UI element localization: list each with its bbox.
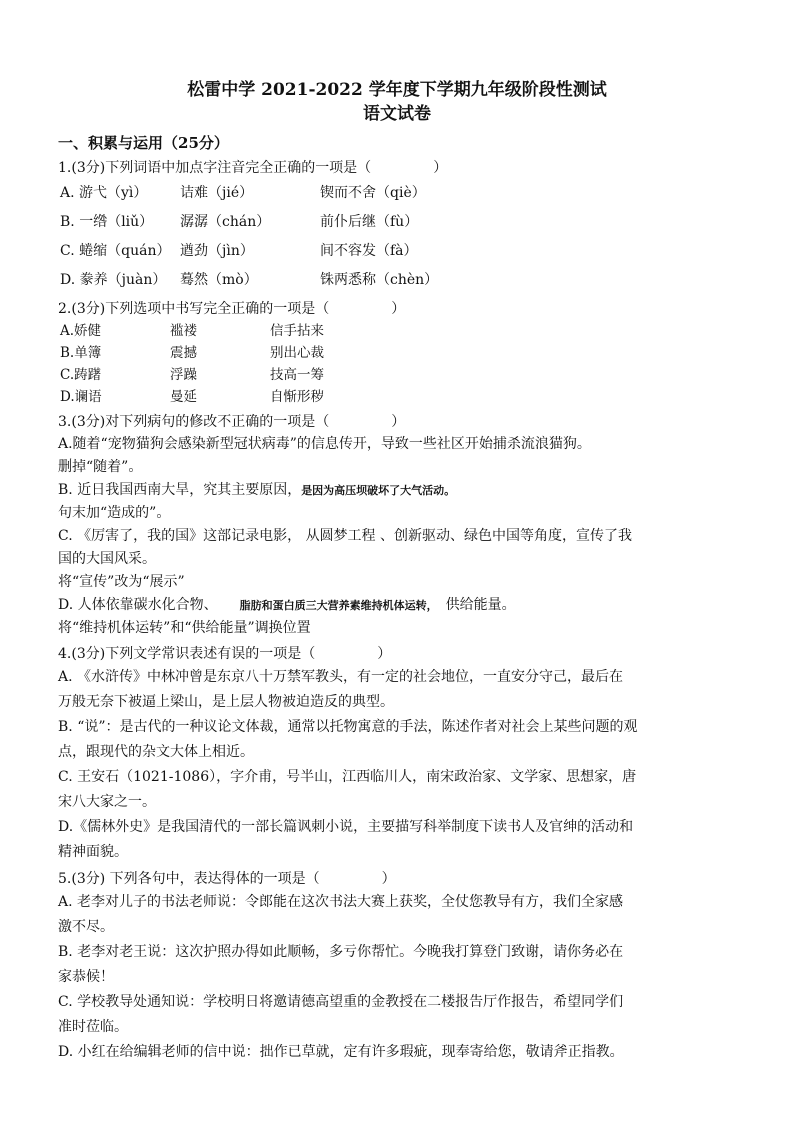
question-stem: 4.(3分)下列文学常识表述有误的一项是（ ） bbox=[58, 646, 392, 662]
option-row: B. 一绺（liǔ） 潺潺（chán） 前仆后继（fù） bbox=[60, 214, 419, 230]
option-d: D. 小红在给编辑老师的信中说：拙作已草就，定有许多瑕疵，现奉寄给您，敬请斧正指教。 bbox=[58, 1044, 624, 1060]
option-row: C.踌躇 浮躁 技高一筹 bbox=[60, 367, 324, 383]
option-b: B. “说”：是古代的一种议论文体裁，通常以托物寓意的手法，陈述作者对社会上某些问题的观 bbox=[58, 719, 638, 735]
option-row: D.谰语 曼延 自惭形秽 bbox=[60, 389, 324, 405]
exam-title: 松雷中学 2021-2022 学年度下学期九年级阶段性测试 bbox=[187, 80, 607, 100]
option-row: A. 游弋（yì） 诘难（jié） 锲而不舍（qiè） bbox=[60, 185, 426, 201]
question-stem: 3.(3分)对下列病句的修改不正确的一项是（ ） bbox=[58, 414, 406, 430]
option-row: A.娇健 褴褛 信手拈来 bbox=[60, 323, 324, 339]
question-stem: 2.(3分)下列选项中书写完全正确的一项是（ ） bbox=[58, 301, 406, 317]
option-c: C. 《厉害了，我的国》这部记录电影， 从圆梦工程 、创新驱动、绿色中国等角度，宣传了我 bbox=[58, 528, 633, 544]
option-a-cont: 激不尽。 bbox=[58, 919, 114, 935]
option-c: C. 王安石（1021-1086），字介甫，号半山，江西临川人，南宋政治家、文学家、思想家，唐 bbox=[58, 769, 637, 785]
option-a-cont: 万般无奈下被逼上梁山，是上层人物被迫造反的典型。 bbox=[58, 694, 394, 710]
option-row: B.单簿 震撼 别出心裁 bbox=[60, 345, 324, 361]
option-a: A. 老李对儿子的书法老师说：令郎能在这次书法大赛上获奖，全仗您教导有方，我们全家感 bbox=[58, 894, 624, 910]
option-b-fix: 句末加“造成的”。 bbox=[58, 505, 171, 521]
question-2 bbox=[58, 298, 736, 408]
option-d-cont: 精神面貌。 bbox=[58, 844, 128, 860]
option-b-cont: 点，跟现代的杂文大体上相近。 bbox=[58, 744, 254, 760]
option-c-fix: 将“宣传”改为“展示” bbox=[58, 574, 185, 590]
question-stem: 5.(3分) 下列各句中，表达得体的一项是（ ） bbox=[58, 871, 396, 887]
option-d-fix: 将“维持机体运转”和“供给能量”调换位置 bbox=[58, 620, 311, 636]
option-a-fix: 删掉“随着”。 bbox=[58, 459, 143, 475]
option-b: B. 老李对老王说：这次护照办得如此顺畅，多亏你帮忙。今晚我打算登门致谢，请你务必在 bbox=[58, 944, 624, 960]
option-c-cont: 宋八大家之一。 bbox=[58, 794, 156, 810]
option-b-cont: 家恭候！ bbox=[58, 969, 114, 985]
option-c: C. 学校教导处通知说：学校明日将邀请德高望重的金教授在二楼报告厅作报告，希望同学们 bbox=[58, 994, 624, 1010]
question-4 bbox=[58, 643, 736, 865]
option-row: C. 蜷缩（quán） 遒劲（jìn） 间不容发（fà） bbox=[60, 243, 418, 259]
question-5 bbox=[58, 868, 736, 1065]
option-d: D. 人体依靠碳水化合物、 脂肪和蛋白质三大营养素维持机体运转， 供给能量。 bbox=[58, 597, 516, 613]
option-b: B. 近日我国西南大旱，究其主要原因，是因为高压坝破坏了大气活动。 bbox=[58, 482, 456, 498]
question-3 bbox=[58, 411, 736, 640]
option-a: A. 《水浒传》中林冲曾是东京八十万禁军教头，有一定的社会地位，一直安分守己，最后在 bbox=[58, 669, 624, 685]
exam-subtitle: 语文试卷 bbox=[363, 104, 431, 124]
question-1 bbox=[58, 157, 736, 295]
option-a: A.随着“宠物猫狗会感染新型冠状病毒”的信息传开，导致一些社区开始捕杀流浪猫狗。 bbox=[58, 436, 591, 452]
option-c-cont: 国的大国风采。 bbox=[58, 551, 156, 567]
option-c-cont: 准时莅临。 bbox=[58, 1019, 128, 1035]
section-heading: 一、积累与运用（25分） bbox=[58, 134, 229, 152]
option-d: D.《儒林外史》是我国清代的一部长篇讽刺小说，主要描写科举制度下读书人及官绅的活动和 bbox=[58, 819, 634, 835]
question-stem: 1.(3分)下列词语中加点字注音完全正确的一项是（ ） bbox=[58, 160, 448, 176]
option-row: D. 豢养（juàn） 蓦然（mò） 铢两悉称（chèn） bbox=[60, 272, 439, 288]
